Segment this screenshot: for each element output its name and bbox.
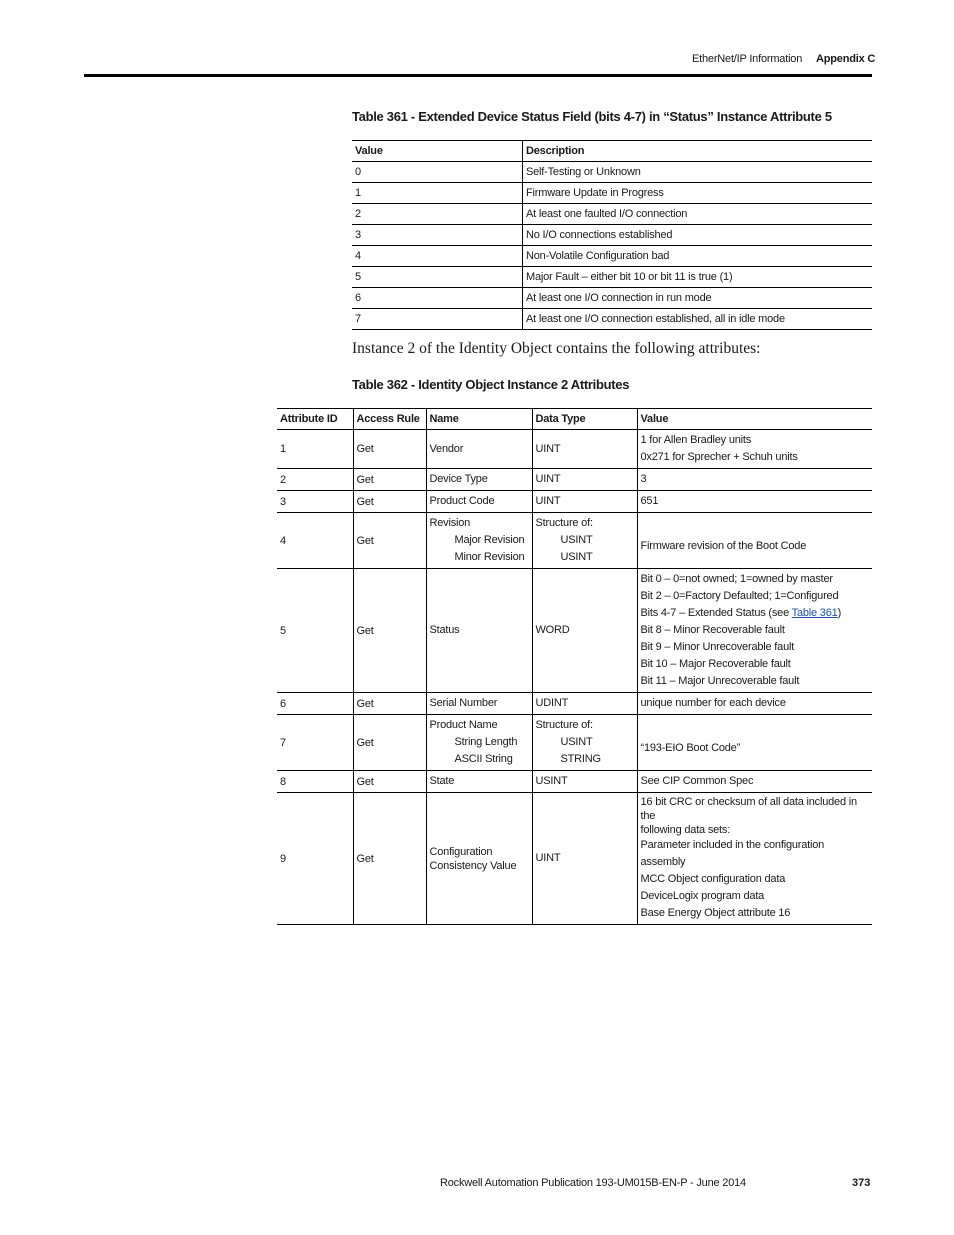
- cell-name: [426, 715, 532, 771]
- cell-value: [637, 793, 872, 925]
- cell-name: [426, 693, 532, 715]
- cell-value: 6: [352, 288, 523, 309]
- cell-value: [637, 430, 872, 469]
- data-type-text: WORD: [535, 624, 570, 636]
- value-text: 1 for Allen Bradley units: [640, 434, 752, 446]
- value-line: [641, 871, 870, 888]
- table-header-row: [352, 141, 872, 162]
- cell-attribute-id: 6: [277, 693, 353, 715]
- data-type-text: USINT: [560, 534, 593, 546]
- name-text: Status: [429, 624, 460, 636]
- value-text: Bit 8 – Minor Recoverable fault: [640, 624, 785, 636]
- data-type-text: UINT: [535, 852, 561, 864]
- page-number: 373: [852, 1177, 871, 1189]
- value-text: 651: [640, 495, 659, 507]
- name-text: Serial Number: [429, 697, 498, 709]
- cell-value: 2: [352, 204, 523, 225]
- name-text: Major Revision: [454, 534, 525, 546]
- cell-value: [637, 693, 872, 715]
- table-361-caption: Table 361 - Extended Device Status Field (bits 4-7) in “Status” Instance Attribute 5: [352, 109, 832, 124]
- value-line: [641, 888, 870, 905]
- column-header-access-rule: Access Rule: [353, 409, 426, 430]
- cell-name: [426, 430, 532, 469]
- table-362-identity-object-attributes: [277, 408, 872, 925]
- name-text: ASCII String: [454, 753, 513, 765]
- name-text: State: [429, 775, 455, 787]
- table-362-body: [277, 430, 872, 925]
- data-type-text: UINT: [535, 495, 561, 507]
- value-text: Bit 11 – Major Unrecoverable fault: [640, 675, 800, 687]
- cell-data-type: [532, 793, 637, 925]
- value-text: Bit 0 – 0=not owned; 1=owned by master: [640, 573, 833, 585]
- cell-data-type: [532, 569, 637, 693]
- value-text: Bit 10 – Major Recoverable fault: [640, 658, 791, 670]
- cell-name: [426, 793, 532, 925]
- name-line: [430, 845, 529, 859]
- cell-value: 7: [352, 309, 523, 330]
- cell-value: [637, 715, 872, 771]
- data-type-line: [536, 717, 634, 734]
- value-line: [641, 639, 870, 656]
- name-text: String Length: [454, 736, 518, 748]
- cell-attribute-id: 9: [277, 793, 353, 925]
- name-text: Product Code: [429, 495, 495, 507]
- cell-data-type: [532, 693, 637, 715]
- value-line: [641, 449, 870, 466]
- name-line: [430, 717, 529, 734]
- name-text: Vendor: [429, 442, 464, 455]
- name-line: [430, 695, 529, 712]
- value-line: [641, 795, 870, 823]
- name-line: [430, 471, 529, 488]
- table-row: [277, 513, 872, 569]
- name-line: [430, 773, 529, 790]
- cell-data-type: [532, 715, 637, 771]
- cell-access-rule: Get: [353, 771, 426, 793]
- table-362-caption: Table 362 - Identity Object Instance 2 Attributes: [352, 377, 630, 392]
- cell-access-rule: Get: [353, 430, 426, 469]
- cell-value: [637, 569, 872, 693]
- value-text: Bit 9 – Minor Unrecoverable fault: [640, 641, 795, 653]
- data-type-line: [536, 751, 634, 768]
- data-type-text: STRING: [560, 753, 601, 765]
- value-text: “193-EIO Boot Code”: [640, 742, 741, 754]
- cell-name: [426, 771, 532, 793]
- value-text: Base Energy Object attribute 16: [640, 907, 791, 919]
- name-line: [430, 734, 529, 751]
- value-line: [641, 538, 870, 555]
- cell-description: At least one I/O connection established, all in idle mode: [523, 309, 873, 330]
- data-type-line: [536, 515, 634, 532]
- value-line: [641, 471, 870, 488]
- column-header-attribute-id: Attribute ID: [277, 409, 353, 430]
- table-361-body: [352, 162, 872, 330]
- cell-name: [426, 469, 532, 491]
- value-text: DeviceLogix program data: [640, 890, 765, 902]
- cell-value: [637, 771, 872, 793]
- cell-data-type: [532, 469, 637, 491]
- value-line: [641, 837, 870, 871]
- cell-access-rule: Get: [353, 715, 426, 771]
- value-line: [641, 656, 870, 673]
- value-line: [641, 673, 870, 690]
- data-type-line: [536, 773, 634, 790]
- table-row: [352, 267, 872, 288]
- value-line: [641, 695, 870, 712]
- column-header-name: Name: [426, 409, 532, 430]
- cell-value: 5: [352, 267, 523, 288]
- data-type-line: [536, 532, 634, 549]
- cell-description: Firmware Update in Progress: [523, 183, 873, 204]
- name-line: [430, 549, 529, 566]
- cell-value: [637, 513, 872, 569]
- cell-attribute-id: 2: [277, 469, 353, 491]
- data-type-text: USINT: [560, 736, 593, 748]
- cell-value: 1: [352, 183, 523, 204]
- value-text: 3: [640, 473, 647, 485]
- cell-access-rule: Get: [353, 513, 426, 569]
- table-row: [277, 469, 872, 491]
- cell-access-rule: Get: [353, 569, 426, 693]
- name-text: Revision: [429, 517, 471, 529]
- column-header-description: Description: [523, 141, 873, 162]
- cell-data-type: [532, 430, 637, 469]
- value-text: Bit 2 – 0=Factory Defaulted; 1=Configured: [640, 590, 839, 602]
- cell-data-type: [532, 491, 637, 513]
- table-row: [352, 309, 872, 330]
- name-line: [430, 751, 529, 768]
- table-row: [352, 162, 872, 183]
- cell-attribute-id: 1: [277, 430, 353, 469]
- table-361-extended-device-status: [352, 140, 872, 330]
- table-361-link[interactable]: Table 361: [791, 607, 838, 619]
- value-text: 16 bit CRC or checksum of all data included in the: [640, 796, 857, 822]
- table-row: [277, 715, 872, 771]
- cell-attribute-id: 4: [277, 513, 353, 569]
- value-text: Bits 4-7 – Extended Status (see: [640, 607, 792, 619]
- cell-data-type: [532, 513, 637, 569]
- data-type-line: [536, 850, 634, 867]
- column-header-value: Value: [637, 409, 872, 430]
- cell-attribute-id: 8: [277, 771, 353, 793]
- intro-paragraph: Instance 2 of the Identity Object contains the following attributes:: [352, 340, 761, 357]
- table-row: [277, 569, 872, 693]
- cell-description: Non-Volatile Configuration bad: [523, 246, 873, 267]
- cell-description: At least one faulted I/O connection: [523, 204, 873, 225]
- value-text: ): [837, 607, 842, 619]
- table-row: [352, 225, 872, 246]
- value-text: following data sets:: [640, 824, 731, 836]
- data-type-text: USINT: [560, 551, 593, 563]
- data-type-line: [536, 549, 634, 566]
- value-text: Parameter included in the configuration assembly: [640, 839, 825, 868]
- data-type-line: [536, 695, 634, 712]
- name-text: Minor Revision: [454, 551, 525, 563]
- table-row: [277, 793, 872, 925]
- name-text: Device Type: [429, 473, 488, 485]
- name-line: [430, 493, 529, 510]
- cell-name: [426, 491, 532, 513]
- name-text: Product Name: [429, 719, 498, 731]
- cell-value: 3: [352, 225, 523, 246]
- data-type-line: [536, 622, 634, 639]
- name-line: [430, 441, 529, 458]
- data-type-line: [536, 471, 634, 488]
- cell-access-rule: Get: [353, 693, 426, 715]
- name-line: [430, 515, 529, 532]
- data-type-text: UDINT: [535, 697, 569, 709]
- data-type-text: USINT: [535, 775, 568, 787]
- data-type-text: UINT: [535, 442, 561, 455]
- name-text: Consistency Value: [429, 859, 517, 872]
- table-row: [277, 771, 872, 793]
- name-line: [430, 859, 529, 873]
- value-line: [641, 588, 870, 605]
- value-text: See CIP Common Spec: [640, 775, 754, 787]
- value-line: [641, 571, 870, 588]
- cell-value: 0: [352, 162, 523, 183]
- cell-value: [637, 469, 872, 491]
- table-row: [277, 693, 872, 715]
- footer-publication: Rockwell Automation Publication 193-UM015B-EN-P - June 2014: [440, 1177, 746, 1189]
- table-row: [277, 430, 872, 469]
- data-type-line: [536, 493, 634, 510]
- cell-description: Self-Testing or Unknown: [523, 162, 873, 183]
- data-type-line: [536, 441, 634, 458]
- value-text: unique number for each device: [640, 697, 786, 709]
- value-line: [641, 432, 870, 449]
- table-row: [277, 491, 872, 513]
- table-header-row: [277, 409, 872, 430]
- cell-data-type: [532, 771, 637, 793]
- cell-description: Major Fault – either bit 10 or bit 11 is true (1): [523, 267, 873, 288]
- cell-access-rule: Get: [353, 793, 426, 925]
- header-section-title: EtherNet/IP Information: [692, 53, 803, 65]
- table-row: [352, 183, 872, 204]
- data-type-text: UINT: [535, 473, 561, 485]
- value-text: MCC Object configuration data: [640, 873, 786, 885]
- cell-access-rule: Get: [353, 469, 426, 491]
- name-text: Configuration: [429, 845, 493, 858]
- value-text: Firmware revision of the Boot Code: [640, 540, 807, 552]
- cell-description: No I/O connections established: [523, 225, 873, 246]
- header-rule: [84, 74, 872, 77]
- cell-value: 4: [352, 246, 523, 267]
- name-line: [430, 622, 529, 639]
- header-appendix-label: Appendix C: [816, 53, 876, 65]
- value-text: 0x271 for Sprecher + Schuh units: [640, 451, 798, 463]
- column-header-data-type: Data Type: [532, 409, 637, 430]
- value-line: [641, 740, 870, 757]
- table-row: [352, 204, 872, 225]
- cell-access-rule: Get: [353, 491, 426, 513]
- data-type-text: Structure of:: [535, 517, 593, 529]
- column-header-value: Value: [352, 141, 523, 162]
- value-line: [641, 493, 870, 510]
- value-line: [641, 823, 870, 837]
- data-type-text: Structure of:: [535, 719, 593, 731]
- cell-value: [637, 491, 872, 513]
- table-row: [352, 288, 872, 309]
- value-line: [641, 605, 870, 622]
- data-type-line: [536, 734, 634, 751]
- name-line: [430, 532, 529, 549]
- value-line: [641, 905, 870, 922]
- cell-attribute-id: 5: [277, 569, 353, 693]
- value-line: [641, 622, 870, 639]
- cell-description: At least one I/O connection in run mode: [523, 288, 873, 309]
- cell-name: [426, 569, 532, 693]
- value-line: [641, 773, 870, 790]
- cell-attribute-id: 3: [277, 491, 353, 513]
- table-row: [352, 246, 872, 267]
- cell-attribute-id: 7: [277, 715, 353, 771]
- cell-name: [426, 513, 532, 569]
